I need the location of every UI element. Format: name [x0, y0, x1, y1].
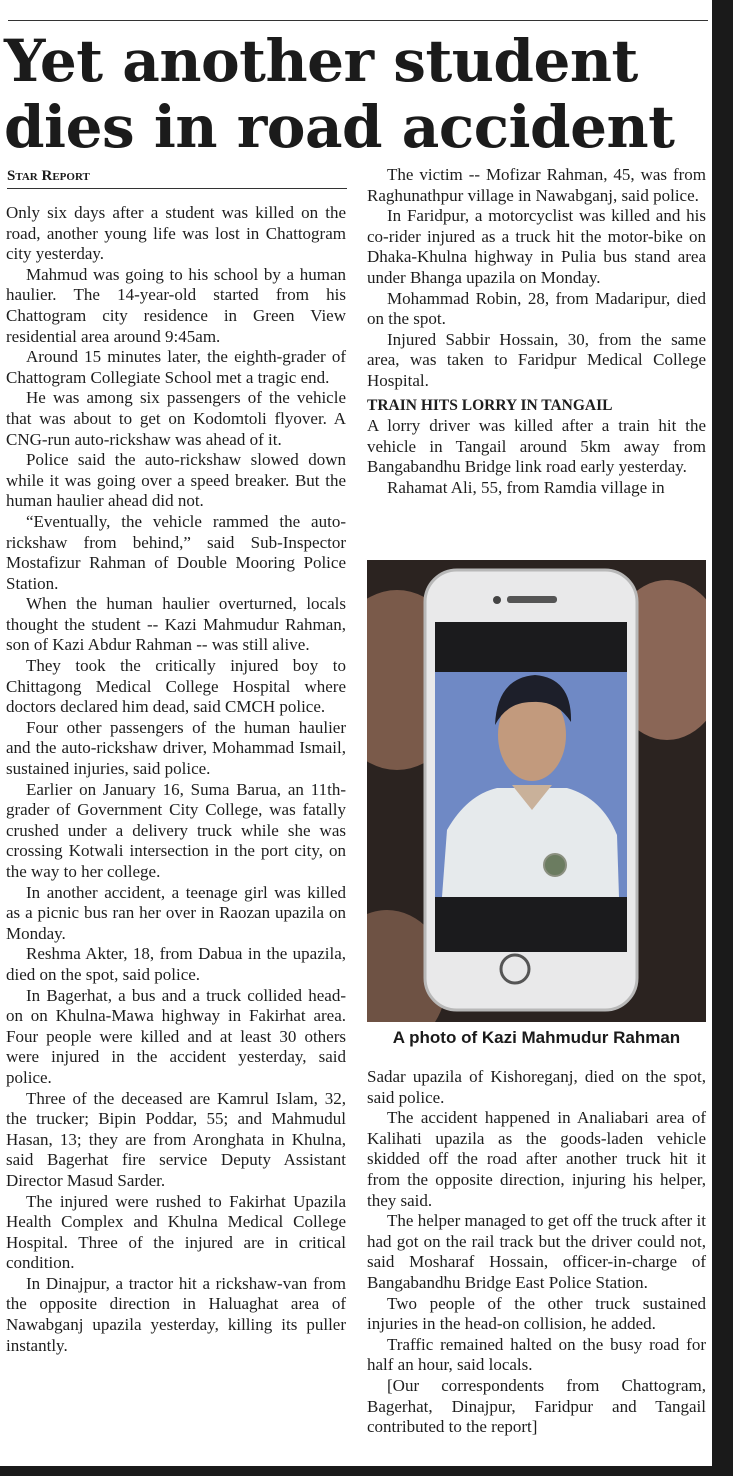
paragraph: The accident happened in Analiabari area of Kalihati upazila as the goods-laden vehicle skidded off the road after another truck hit it from the opposite direction, injuring his helper, they said. [367, 1108, 706, 1210]
subheading: TRAIN HITS LORRY IN TANGAIL [367, 396, 613, 414]
paragraph: Rahamat Ali, 55, from Ramdia village in [387, 477, 665, 497]
paragraph: Four other passengers of the human haulier and the auto-rickshaw driver, Mohammad Ismail, sustained injuries, said police. [6, 717, 346, 779]
paragraph: Earlier on January 16, Suma Barua, an 11th-grader of Government City College, was fatally crushed under a delivery truck while she was crossing Kotwali intersection in the port city, on the way to her college. [6, 779, 346, 881]
article-column-1 [6, 203, 346, 1356]
paragraph: In Faridpur, a motorcyclist was killed and his co-rider injured as a truck hit the motor-bike on Dhaka-Khulna highway in Pulia bus stand area under Bhanga upazila on Monday. [367, 206, 706, 287]
paragraph: Two people of the other truck sustained injuries in the head-on collision, he added. [367, 1293, 706, 1334]
phone-photo-illustration [367, 560, 706, 1022]
paragraph: Three of the deceased are Kamrul Islam, 32, the trucker; Bipin Poddar, 55; and Mahmudul Hasan, 13; they are from Aronghata in Khulna, said Bagerhat fire service Deputy Assistant Director Masud Sarder. [6, 1088, 346, 1190]
page-edge-right [712, 0, 733, 1476]
paragraph: A lorry driver was killed after a train hit the vehicle in Tangail around 5km away from Bangabandhu Bridge link road early yesterday. [367, 416, 706, 477]
paragraph: Only six days after a student was killed on the road, another young life was lost in Chattogram city yesterday. [6, 203, 346, 264]
paragraph: The victim -- Mofizar Rahman, 45, was from Raghunathpur village in Nawabganj, said police. [367, 165, 706, 205]
page-edge-bottom [0, 1466, 733, 1476]
paragraph: Mohammad Robin, 28, from Madaripur, died on the spot. [367, 288, 706, 329]
article-column-2-bottom [367, 1067, 706, 1438]
paragraph: Around 15 minutes later, the eighth-grader of Chattogram Collegiate School met a tragic end. [6, 347, 346, 387]
paragraph: When the human haulier overturned, locals thought the student -- Kazi Mahmudur Rahman, son of Kazi Abdur Rahman -- was still alive. [6, 594, 346, 655]
paragraph: In Bagerhat, a bus and a truck collided head-on on Khulna-Mawa highway in Fakirhat area. Four people were killed and at least 30 others were injured in the accident yesterday, said police. [6, 985, 346, 1087]
paragraph: The helper managed to get off the truck after it had got on the rail track but the driver could not, said Mosharaf Hossain, officer-in-charge of Bangabandhu Bridge East Police Station. [367, 1211, 706, 1292]
article-column-2-top [367, 165, 706, 499]
paragraph: Traffic remained halted on the busy road for half an hour, said locals. [367, 1334, 706, 1375]
paragraph: He was among six passengers of the vehicle that was about to get on Kodomtoli flyover. A CNG-run auto-rickshaw was ahead of it. [6, 388, 346, 449]
headline: Yet another student dies in road accident [4, 27, 675, 161]
paragraph: Mahmud was going to his school by a human haulier. The 14-year-old started from his Chattogram city residence in Green View residential area around 9:45am. [6, 264, 346, 346]
paragraph: Police said the auto-rickshaw slowed down while it was going over a speed breaker. But the human haulier ahead did not. [6, 450, 346, 511]
paragraph: Reshma Akter, 18, from Dabua in the upazila, died on the spot, said police. [6, 944, 346, 984]
paragraph: Injured Sabbir Hossain, 30, from the same area, was taken to Faridpur Medical College Hospital. [367, 329, 706, 390]
paragraph: The injured were rushed to Fakirhat Upazila Health Complex and Khulna Medical College Hospital. Three of the injured are in critical condition. [6, 1191, 346, 1273]
paragraph: “Eventually, the vehicle rammed the auto-rickshaw from behind,” said Sub-Inspector Mostafizur Rahman of Double Mooring Police Station. [6, 511, 346, 593]
top-rule [8, 20, 708, 21]
byline: Star Report [7, 168, 347, 189]
paragraph: In another accident, a teenage girl was killed as a picnic bus ran her over in Raozan upazila on Monday. [6, 882, 346, 943]
paragraph: [Our correspondents from Chattogram, Bagerhat, Dinajpur, Faridpur and Tangail contributed to the report] [367, 1375, 706, 1437]
paragraph: They took the critically injured boy to Chittagong Medical College Hospital where doctors declared him dead, said CMCH police. [6, 656, 346, 717]
photo-caption: A photo of Kazi Mahmudur Rahman [392, 1028, 681, 1047]
paragraph: Sadar upazila of Kishoreganj, died on the spot, said police. [367, 1067, 706, 1107]
paragraph: In Dinajpur, a tractor hit a rickshaw-van from the opposite direction in Haluaghat area of Nawabganj upazila yesterday, killing its puller instantly. [6, 1273, 346, 1355]
news-photo [367, 560, 706, 1022]
